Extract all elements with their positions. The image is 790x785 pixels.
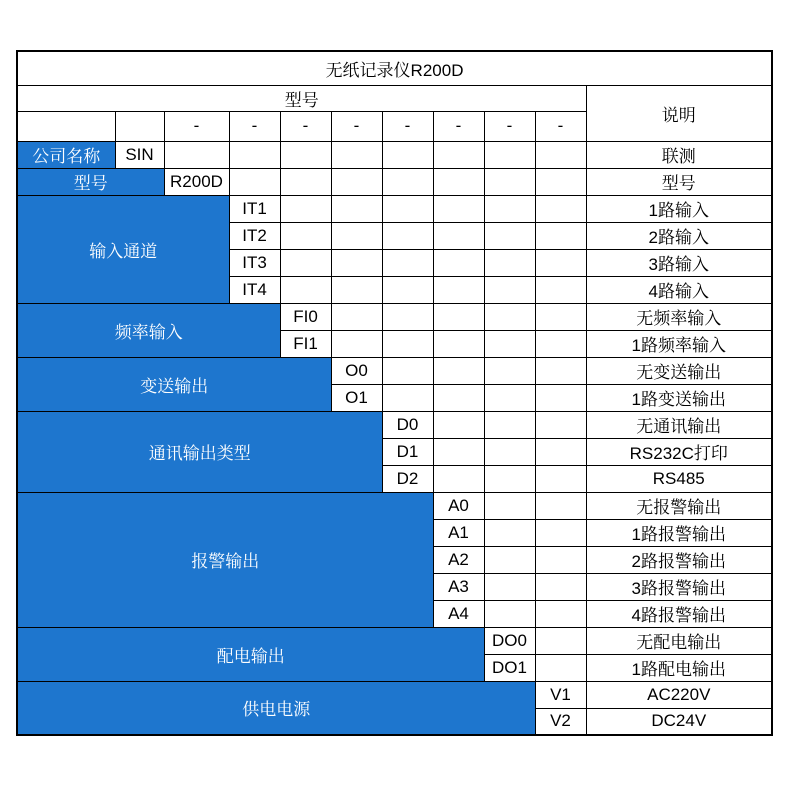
model-selection-table: [16, 50, 773, 736]
empty-cell: [229, 168, 280, 195]
empty-cell: [433, 438, 484, 465]
model-header: 型号: [17, 85, 586, 111]
empty-cell: [535, 573, 586, 600]
desc-cell: 4路输入: [586, 276, 772, 303]
code-cell: FI0: [280, 303, 331, 330]
dash-cell: -: [229, 111, 280, 141]
dash-cell: -: [382, 111, 433, 141]
empty-cell: [484, 465, 535, 492]
empty-cell: [535, 438, 586, 465]
title-row: [17, 51, 772, 85]
desc-cell: 联测: [586, 141, 772, 168]
empty-cell: [331, 222, 382, 249]
desc-cell: 1路频率输入: [586, 330, 772, 357]
empty-cell: [433, 330, 484, 357]
empty-cell: [433, 195, 484, 222]
empty-cell: [433, 222, 484, 249]
code-cell: A2: [433, 546, 484, 573]
dash-cell: -: [280, 111, 331, 141]
empty-cell: [484, 600, 535, 627]
code-cell: A0: [433, 492, 484, 519]
group-label: 通讯输出类型: [17, 411, 382, 492]
desc-cell: 2路报警输出: [586, 546, 772, 573]
desc-cell: RS485: [586, 465, 772, 492]
empty-cell: [280, 195, 331, 222]
desc-cell: RS232C打印: [586, 438, 772, 465]
empty-cell: [331, 303, 382, 330]
empty-cell: [535, 195, 586, 222]
group-label: 频率输入: [17, 303, 280, 357]
empty-cell: [382, 249, 433, 276]
page-title: 无纸记录仪R200D: [17, 51, 772, 85]
desc-cell: DC24V: [586, 708, 772, 735]
empty-cell: [484, 141, 535, 168]
code-cell: FI1: [280, 330, 331, 357]
empty-cell: [331, 276, 382, 303]
empty-cell: [535, 141, 586, 168]
empty-cell: [280, 276, 331, 303]
empty-cell: [535, 330, 586, 357]
model-header-row: [17, 85, 772, 111]
empty-cell: [484, 330, 535, 357]
code-cell: A1: [433, 519, 484, 546]
empty-cell: [484, 168, 535, 195]
dash-cell: -: [331, 111, 382, 141]
empty-cell: [382, 276, 433, 303]
empty-cell: [433, 357, 484, 384]
dash-row-empty-cell: [17, 111, 115, 141]
empty-cell: [433, 141, 484, 168]
empty-cell: [164, 141, 229, 168]
empty-cell: [280, 249, 331, 276]
empty-cell: [535, 411, 586, 438]
code-cell: V1: [535, 681, 586, 708]
empty-cell: [229, 141, 280, 168]
code-cell: IT2: [229, 222, 280, 249]
table-row: [17, 195, 772, 222]
desc-cell: 无变送输出: [586, 357, 772, 384]
table-row: [17, 627, 772, 654]
desc-cell: 无频率输入: [586, 303, 772, 330]
empty-cell: [382, 357, 433, 384]
group-label: 供电电源: [17, 681, 535, 735]
table-row: [17, 141, 772, 168]
code-cell: SIN: [115, 141, 164, 168]
dash-cell: -: [535, 111, 586, 141]
empty-cell: [535, 654, 586, 681]
empty-cell: [535, 465, 586, 492]
empty-cell: [382, 168, 433, 195]
empty-cell: [280, 222, 331, 249]
empty-cell: [535, 168, 586, 195]
table-row: [17, 492, 772, 519]
desc-cell: 1路输入: [586, 195, 772, 222]
empty-cell: [535, 492, 586, 519]
description-header: 说明: [586, 85, 772, 141]
empty-cell: [535, 600, 586, 627]
empty-cell: [280, 168, 331, 195]
group-label: 报警输出: [17, 492, 433, 627]
code-cell: A4: [433, 600, 484, 627]
empty-cell: [382, 222, 433, 249]
empty-cell: [382, 330, 433, 357]
empty-cell: [535, 519, 586, 546]
empty-cell: [484, 492, 535, 519]
empty-cell: [484, 357, 535, 384]
empty-cell: [382, 384, 433, 411]
code-cell: O0: [331, 357, 382, 384]
desc-cell: 1路配电输出: [586, 654, 772, 681]
empty-cell: [484, 249, 535, 276]
empty-cell: [331, 195, 382, 222]
empty-cell: [535, 249, 586, 276]
table-row: [17, 681, 772, 708]
code-cell: A3: [433, 573, 484, 600]
empty-cell: [484, 195, 535, 222]
empty-cell: [433, 384, 484, 411]
empty-cell: [484, 573, 535, 600]
empty-cell: [535, 303, 586, 330]
group-label: 型号: [17, 168, 164, 195]
empty-cell: [280, 141, 331, 168]
desc-cell: 无通讯输出: [586, 411, 772, 438]
group-label: 输入通道: [17, 195, 229, 303]
empty-cell: [535, 384, 586, 411]
desc-cell: 3路报警输出: [586, 573, 772, 600]
dash-cell: -: [484, 111, 535, 141]
empty-cell: [484, 222, 535, 249]
code-cell: D0: [382, 411, 433, 438]
table-row: [17, 411, 772, 438]
empty-cell: [535, 222, 586, 249]
code-cell: IT3: [229, 249, 280, 276]
empty-cell: [484, 519, 535, 546]
group-label: 配电输出: [17, 627, 484, 681]
desc-cell: 4路报警输出: [586, 600, 772, 627]
desc-cell: AC220V: [586, 681, 772, 708]
group-label: 公司名称: [17, 141, 115, 168]
dash-cell: -: [164, 111, 229, 141]
code-cell: IT1: [229, 195, 280, 222]
empty-cell: [484, 276, 535, 303]
empty-cell: [331, 330, 382, 357]
code-cell: D2: [382, 465, 433, 492]
empty-cell: [382, 303, 433, 330]
code-cell: D1: [382, 438, 433, 465]
empty-cell: [433, 168, 484, 195]
code-cell: DO1: [484, 654, 535, 681]
empty-cell: [331, 141, 382, 168]
code-cell: IT4: [229, 276, 280, 303]
empty-cell: [382, 141, 433, 168]
desc-cell: 无报警输出: [586, 492, 772, 519]
code-cell: O1: [331, 384, 382, 411]
group-label: 变送输出: [17, 357, 331, 411]
empty-cell: [484, 546, 535, 573]
empty-cell: [484, 411, 535, 438]
empty-cell: [535, 276, 586, 303]
desc-cell: 1路变送输出: [586, 384, 772, 411]
desc-cell: 3路输入: [586, 249, 772, 276]
code-cell: R200D: [164, 168, 229, 195]
table-row: [17, 168, 772, 195]
dash-cell: -: [433, 111, 484, 141]
empty-cell: [535, 546, 586, 573]
empty-cell: [433, 303, 484, 330]
empty-cell: [535, 627, 586, 654]
empty-cell: [484, 384, 535, 411]
dash-row-empty-cell: [115, 111, 164, 141]
code-cell: V2: [535, 708, 586, 735]
empty-cell: [433, 411, 484, 438]
empty-cell: [433, 276, 484, 303]
empty-cell: [535, 357, 586, 384]
empty-cell: [433, 249, 484, 276]
empty-cell: [331, 249, 382, 276]
desc-cell: 无配电输出: [586, 627, 772, 654]
empty-cell: [484, 438, 535, 465]
desc-cell: 1路报警输出: [586, 519, 772, 546]
table-row: [17, 303, 772, 330]
desc-cell: 2路输入: [586, 222, 772, 249]
empty-cell: [382, 195, 433, 222]
empty-cell: [484, 303, 535, 330]
desc-cell: 型号: [586, 168, 772, 195]
empty-cell: [433, 465, 484, 492]
table-row: [17, 357, 772, 384]
code-cell: DO0: [484, 627, 535, 654]
empty-cell: [331, 168, 382, 195]
